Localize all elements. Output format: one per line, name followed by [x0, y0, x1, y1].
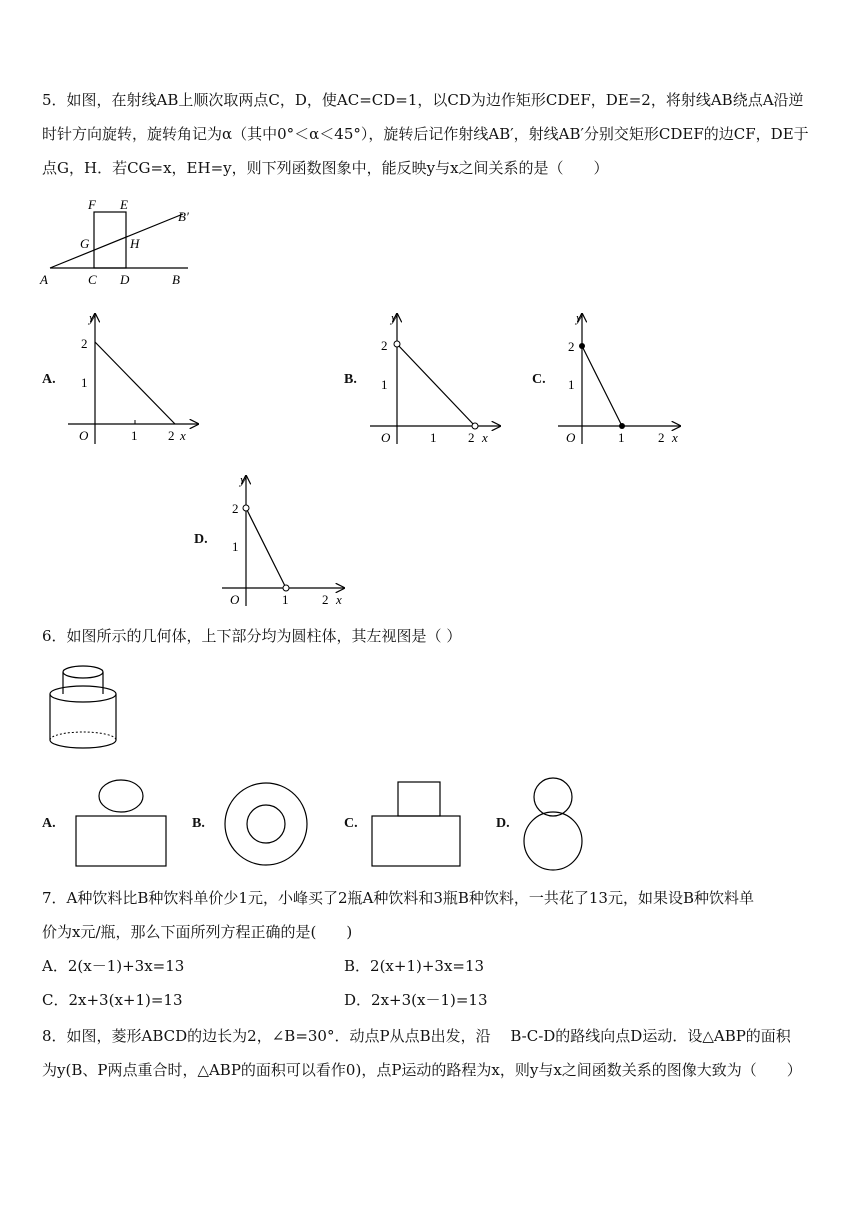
q7-option-c[interactable]: C．2x+3(x+1)=13	[42, 991, 183, 1009]
q8-line-1: 8．如图，菱形ABCD的边长为2，∠B=30°．动点P从点B出发，沿 B-C-D的路线向点D运动．设△ABP的面积	[42, 1027, 791, 1045]
q6-option-a-figure	[76, 778, 176, 868]
label-D: D	[120, 272, 130, 287]
q5-option-b-label[interactable]: B.	[344, 372, 357, 387]
svg-text:x: x	[336, 592, 342, 607]
label-B: B	[172, 272, 180, 287]
q6-option-d-figure	[520, 774, 590, 874]
q5-line-2: 时针方向旋转，旋转角记为α（其中0°＜α＜45°），旋转后记作射线AB′，射线AB′分别交矩形CDEF的边CF，DE于	[42, 125, 809, 143]
q6-solid-figure	[46, 660, 136, 750]
q7-line-2: 价为x元/瓶，那么下面所列方程正确的是( )	[42, 923, 353, 941]
svg-text:x: x	[672, 430, 678, 445]
q5-option-c-label[interactable]: C.	[532, 372, 546, 387]
q5-graph-a	[68, 308, 208, 448]
label-A: A	[40, 272, 48, 287]
q6-option-d-label[interactable]: D.	[496, 816, 510, 831]
q6-option-c-label[interactable]: C.	[344, 816, 358, 831]
svg-text:1: 1	[131, 428, 138, 443]
svg-text:1: 1	[282, 592, 289, 607]
q6-option-c-figure	[372, 780, 472, 870]
q6-option-a-label[interactable]: A.	[42, 816, 56, 831]
label-F: F	[88, 197, 96, 212]
svg-text:y: y	[89, 310, 95, 325]
svg-text:x: x	[180, 428, 186, 443]
q8-line-2: 为y(B、P两点重合时，△ABP的面积可以看作0)，点P运动的路程为x，则y与x之间函数关系的图像大致为（ ）	[42, 1061, 802, 1079]
svg-text:y: y	[391, 310, 397, 325]
label-G: G	[80, 236, 90, 251]
svg-text:2: 2	[658, 430, 665, 445]
svg-text:1: 1	[381, 377, 388, 392]
q6-option-b-figure	[224, 780, 314, 870]
q7-option-a[interactable]: A．2(x－1)+3x=13	[42, 957, 185, 975]
q7-option-d[interactable]: D．2x+3(x－1)=13	[344, 991, 488, 1009]
svg-text:O: O	[381, 430, 391, 445]
q5-graph-d	[222, 470, 362, 610]
label-C: C	[88, 272, 97, 287]
svg-text:O: O	[79, 428, 89, 443]
label-H: H	[130, 236, 140, 251]
svg-text:y: y	[576, 310, 582, 325]
svg-text:1: 1	[81, 375, 88, 390]
q5-graph-c	[558, 308, 698, 448]
q7-option-b[interactable]: B．2(x+1)+3x=13	[344, 957, 485, 975]
q7-line-1: 7．A种饮料比B种饮料单价少1元，小峰买了2瓶A种饮料和3瓶B种饮料，一共花了13元，如果设B种饮料单	[42, 889, 754, 907]
label-E: E	[120, 197, 128, 212]
svg-text:1: 1	[430, 430, 437, 445]
svg-text:1: 1	[568, 377, 575, 392]
svg-text:1: 1	[618, 430, 625, 445]
svg-text:O: O	[566, 430, 576, 445]
svg-text:2: 2	[322, 592, 329, 607]
svg-text:1: 1	[232, 539, 239, 554]
svg-text:y: y	[240, 472, 246, 487]
svg-text:2: 2	[81, 336, 88, 351]
q5-geometry-figure	[38, 196, 208, 286]
q5-line-3: 点G，H．若CG=x，EH=y，则下列函数图象中，能反映y与x之间关系的是（ ）	[42, 159, 609, 177]
q6-option-b-label[interactable]: B.	[192, 816, 205, 831]
svg-text:2: 2	[168, 428, 175, 443]
q5-line-1: 5．如图，在射线AB上顺次取两点C，D，使AC=CD=1，以CD为边作矩形CDEF，DE=2，将射线AB绕点A沿逆	[42, 91, 804, 109]
q5-option-d-label[interactable]: D.	[194, 532, 208, 547]
svg-text:O: O	[230, 592, 240, 607]
svg-text:2: 2	[568, 339, 575, 354]
q5-option-a-label[interactable]: A.	[42, 372, 56, 387]
svg-text:2: 2	[232, 501, 239, 516]
svg-text:2: 2	[381, 338, 388, 353]
svg-text:2: 2	[468, 430, 475, 445]
svg-text:x: x	[482, 430, 488, 445]
label-B-prime: B′	[178, 209, 189, 224]
q5-graph-b	[370, 308, 510, 448]
q6-stem: 6．如图所示的几何体，上下部分均为圆柱体，其左视图是（ ）	[42, 627, 462, 645]
